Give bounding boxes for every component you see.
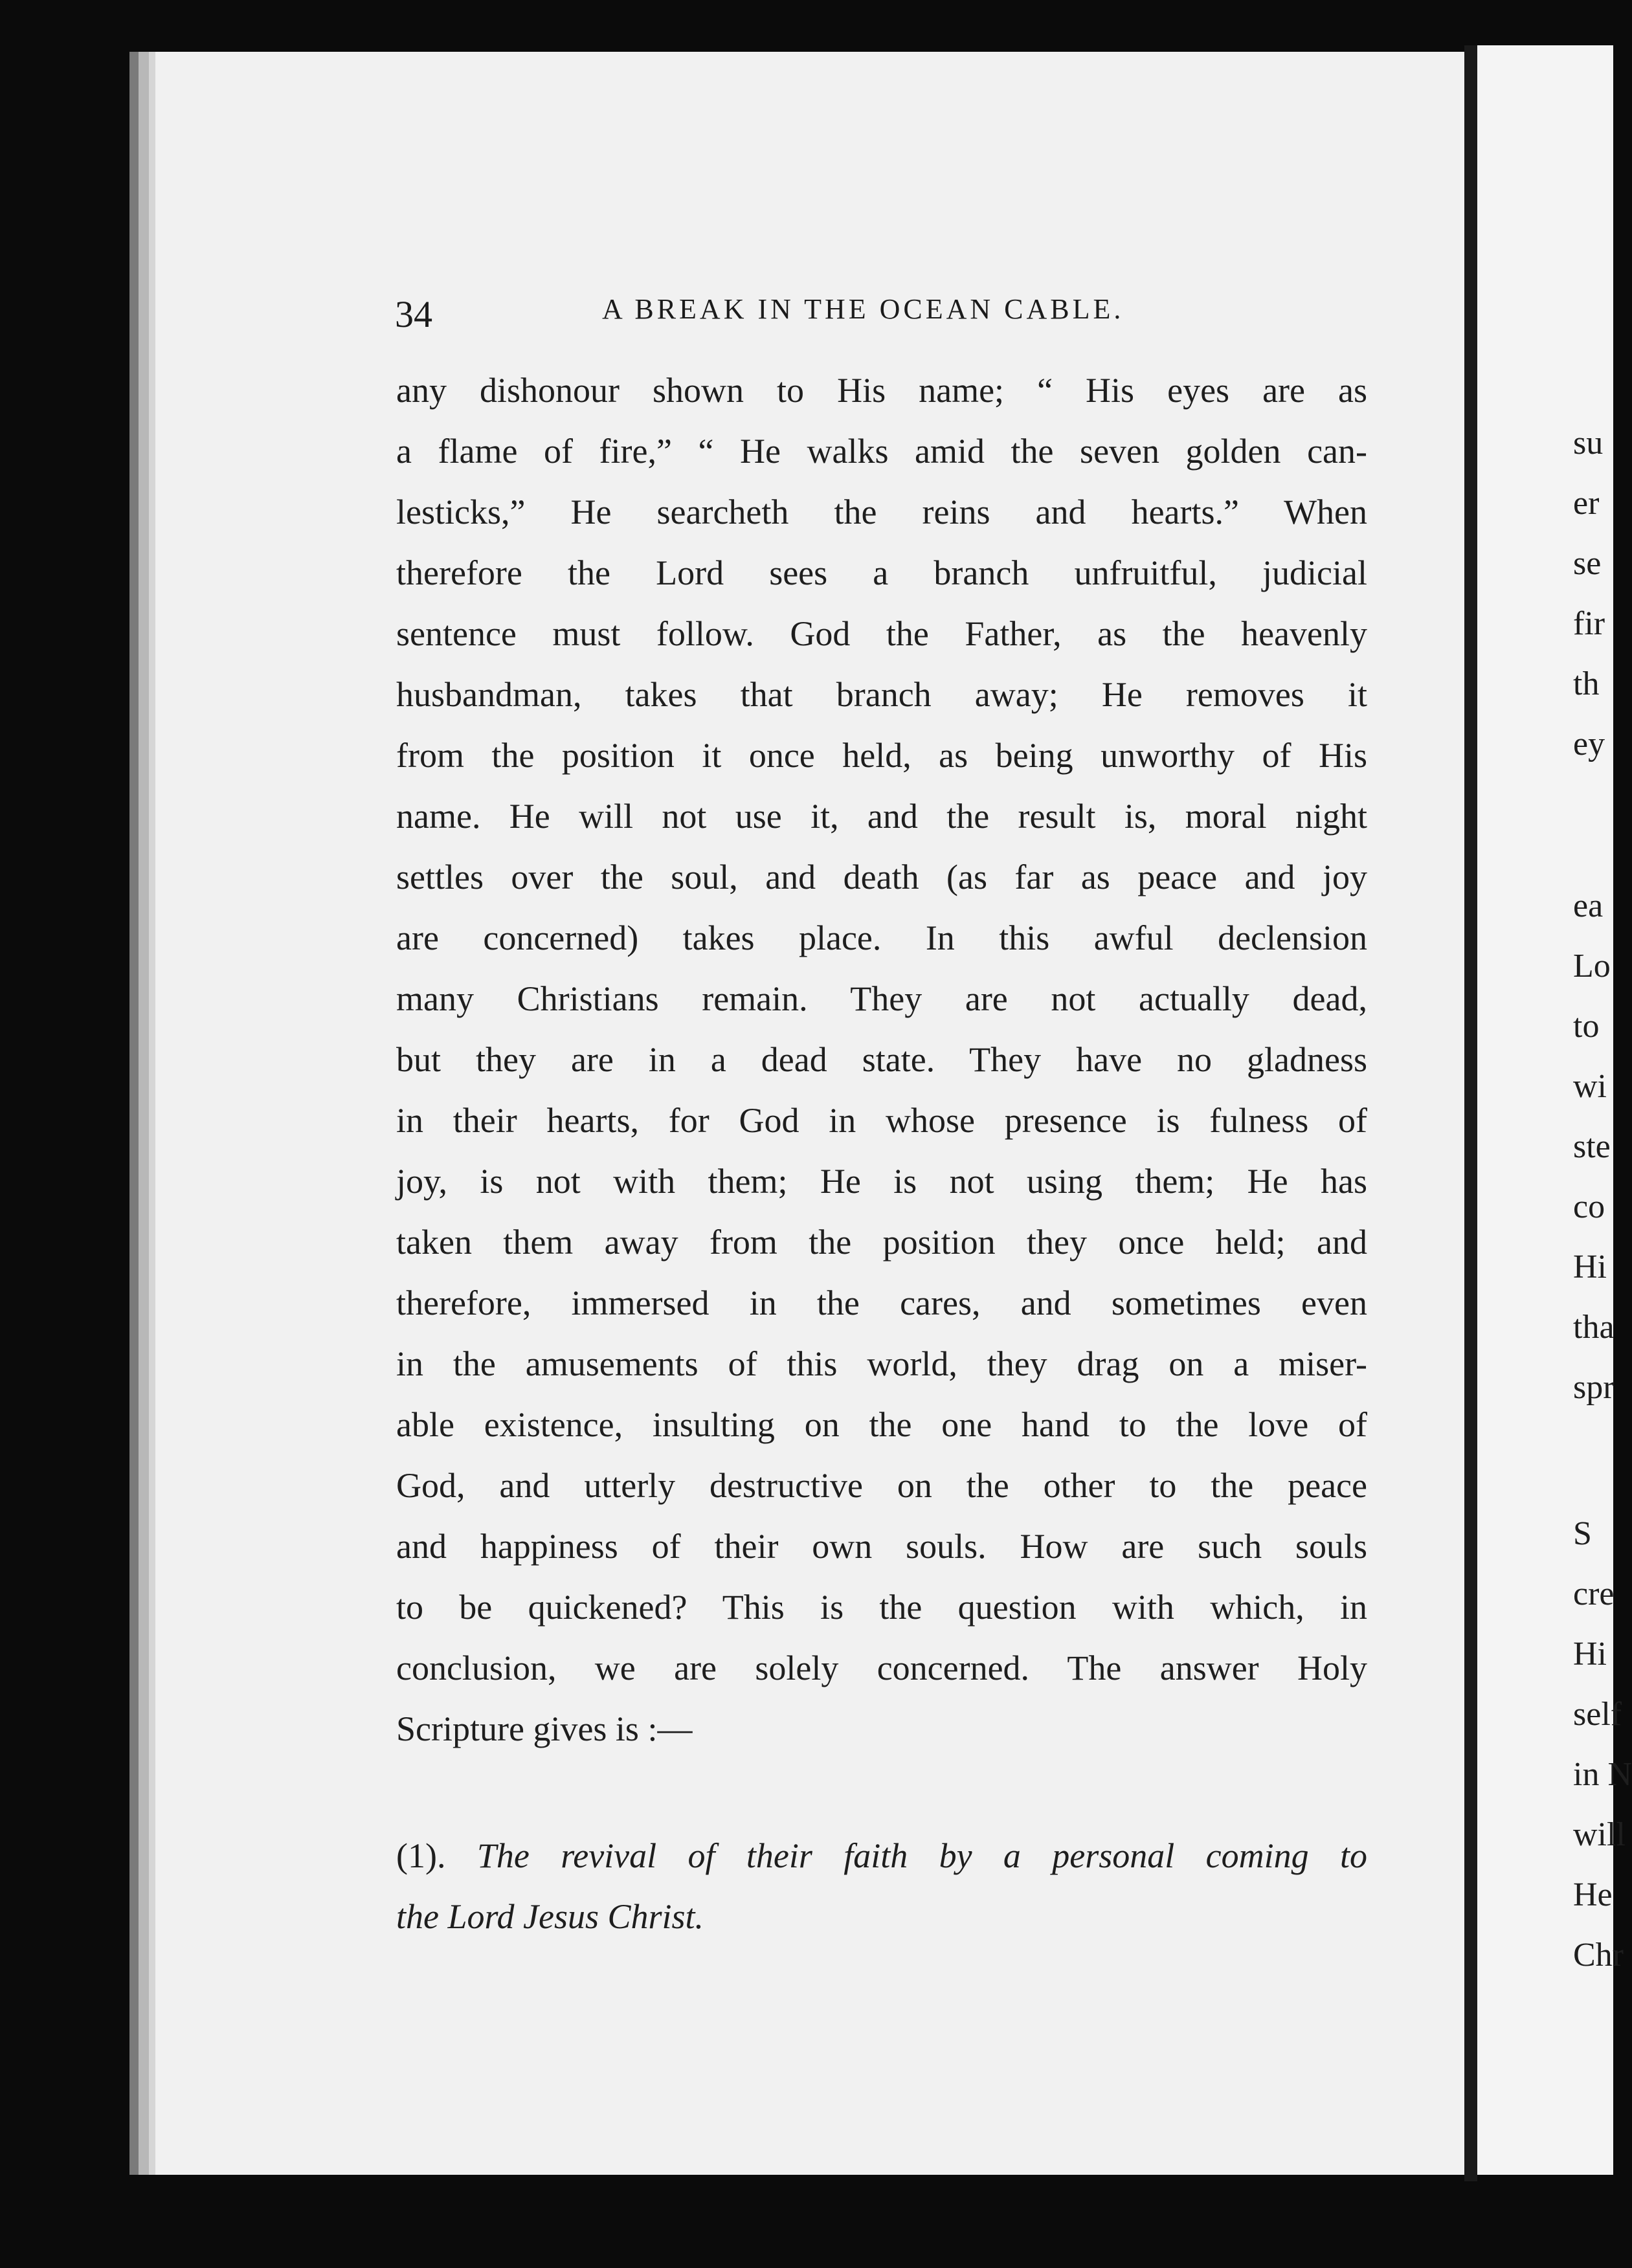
text-line: conclusion, we are solely concerned. The answer Holy — [396, 1649, 1367, 1687]
text-line: taken them away from the position they once held; and — [396, 1223, 1367, 1262]
page-number: 34 — [395, 293, 432, 335]
facing-page-fragment: se — [1573, 545, 1602, 582]
facing-page-fragment: ea — [1573, 887, 1604, 924]
facing-page-fragment: ey — [1573, 726, 1605, 762]
text-line: husbandman, takes that branch away; He removes it — [396, 675, 1367, 714]
section-number: (1). — [396, 1836, 446, 1875]
text-line: sentence must follow. God the Father, as the heavenly — [396, 614, 1367, 653]
text-line: in their hearts, for God in whose presence is fulness of — [396, 1101, 1367, 1140]
text-line: God, and utterly destructive on the other to the peace — [396, 1466, 1367, 1505]
text-line: but they are in a dead state. They have no gladness — [396, 1040, 1367, 1079]
running-head: A BREAK IN THE OCEAN CABLE. — [602, 293, 1124, 325]
facing-page-fragment: th — [1573, 665, 1600, 702]
body-text — [396, 360, 1367, 1759]
book-gutter — [1464, 45, 1477, 2181]
text-line: lesticks,” He searcheth the reins and hearts.” When — [396, 493, 1367, 531]
text-line: joy, is not with them; He is not using them; He has — [396, 1162, 1367, 1201]
facing-page-fragment: cre — [1573, 1575, 1615, 1612]
text-line: in the amusements of this world, they drag on a miser- — [396, 1344, 1367, 1383]
section-heading-line — [396, 1825, 1367, 1886]
facing-page-fragment: S — [1573, 1515, 1592, 1552]
facing-page-fragment: Lo — [1573, 948, 1611, 984]
text-line: a flame of fire,” “ He walks amid the seven golden can- — [396, 432, 1367, 471]
facing-page-fragment: su — [1573, 425, 1604, 461]
text-line: to be quickened? This is the question with which, in — [396, 1588, 1367, 1627]
facing-page-fragment: er — [1573, 485, 1600, 522]
facing-page-fragment: will — [1573, 1816, 1626, 1853]
text-line: therefore, immersed in the cares, and sometimes even — [396, 1284, 1367, 1322]
text-line: name. He will not use it, and the result is, moral night — [396, 797, 1367, 836]
text-line: therefore the Lord sees a branch unfruitful, judicial — [396, 553, 1367, 592]
facing-page-fragment: Hi — [1573, 1249, 1607, 1285]
facing-page-fragment: co — [1573, 1188, 1605, 1225]
text-line: settles over the soul, and death (as far as peace and joy — [396, 858, 1367, 896]
section-heading — [396, 1825, 1367, 1947]
text-line: are concerned) takes place. In this awful declension — [396, 918, 1367, 957]
text-line: from the position it once held, as being unworthy of His — [396, 736, 1367, 775]
facing-page-fragment: tha — [1573, 1309, 1615, 1346]
section-heading-text: the Lord Jesus Christ. — [396, 1897, 704, 1936]
text-line: and happiness of their own souls. How are such souls — [396, 1527, 1367, 1566]
facing-page-fragment: ste — [1573, 1128, 1611, 1165]
section-heading-text: The revival of their faith by a personal coming to — [476, 1836, 1368, 1875]
text-line: Scripture gives is :— — [396, 1709, 693, 1748]
text-line: any dishonour shown to His name; “ His eyes are as — [396, 371, 1367, 410]
facing-page-fragment: to — [1573, 1008, 1600, 1045]
facing-page-fragment: Chr — [1573, 1937, 1624, 1973]
facing-page-fragment: spr — [1573, 1369, 1615, 1406]
facing-page-fragment: self — [1573, 1696, 1622, 1733]
text-line: able existence, insulting on the one hand to the love of — [396, 1405, 1367, 1444]
text-line: many Christians remain. They are not actually dead, — [396, 979, 1367, 1018]
facing-page-fragment: Hi — [1573, 1636, 1607, 1673]
section-heading-line — [396, 1886, 1367, 1947]
facing-page-fragment: fir — [1573, 605, 1605, 642]
facing-page-fragment: wi — [1573, 1068, 1607, 1105]
facing-page-fragment: He — [1573, 1876, 1613, 1913]
right-page-edge — [1477, 45, 1632, 2175]
facing-page-fragment: in N — [1573, 1756, 1632, 1793]
